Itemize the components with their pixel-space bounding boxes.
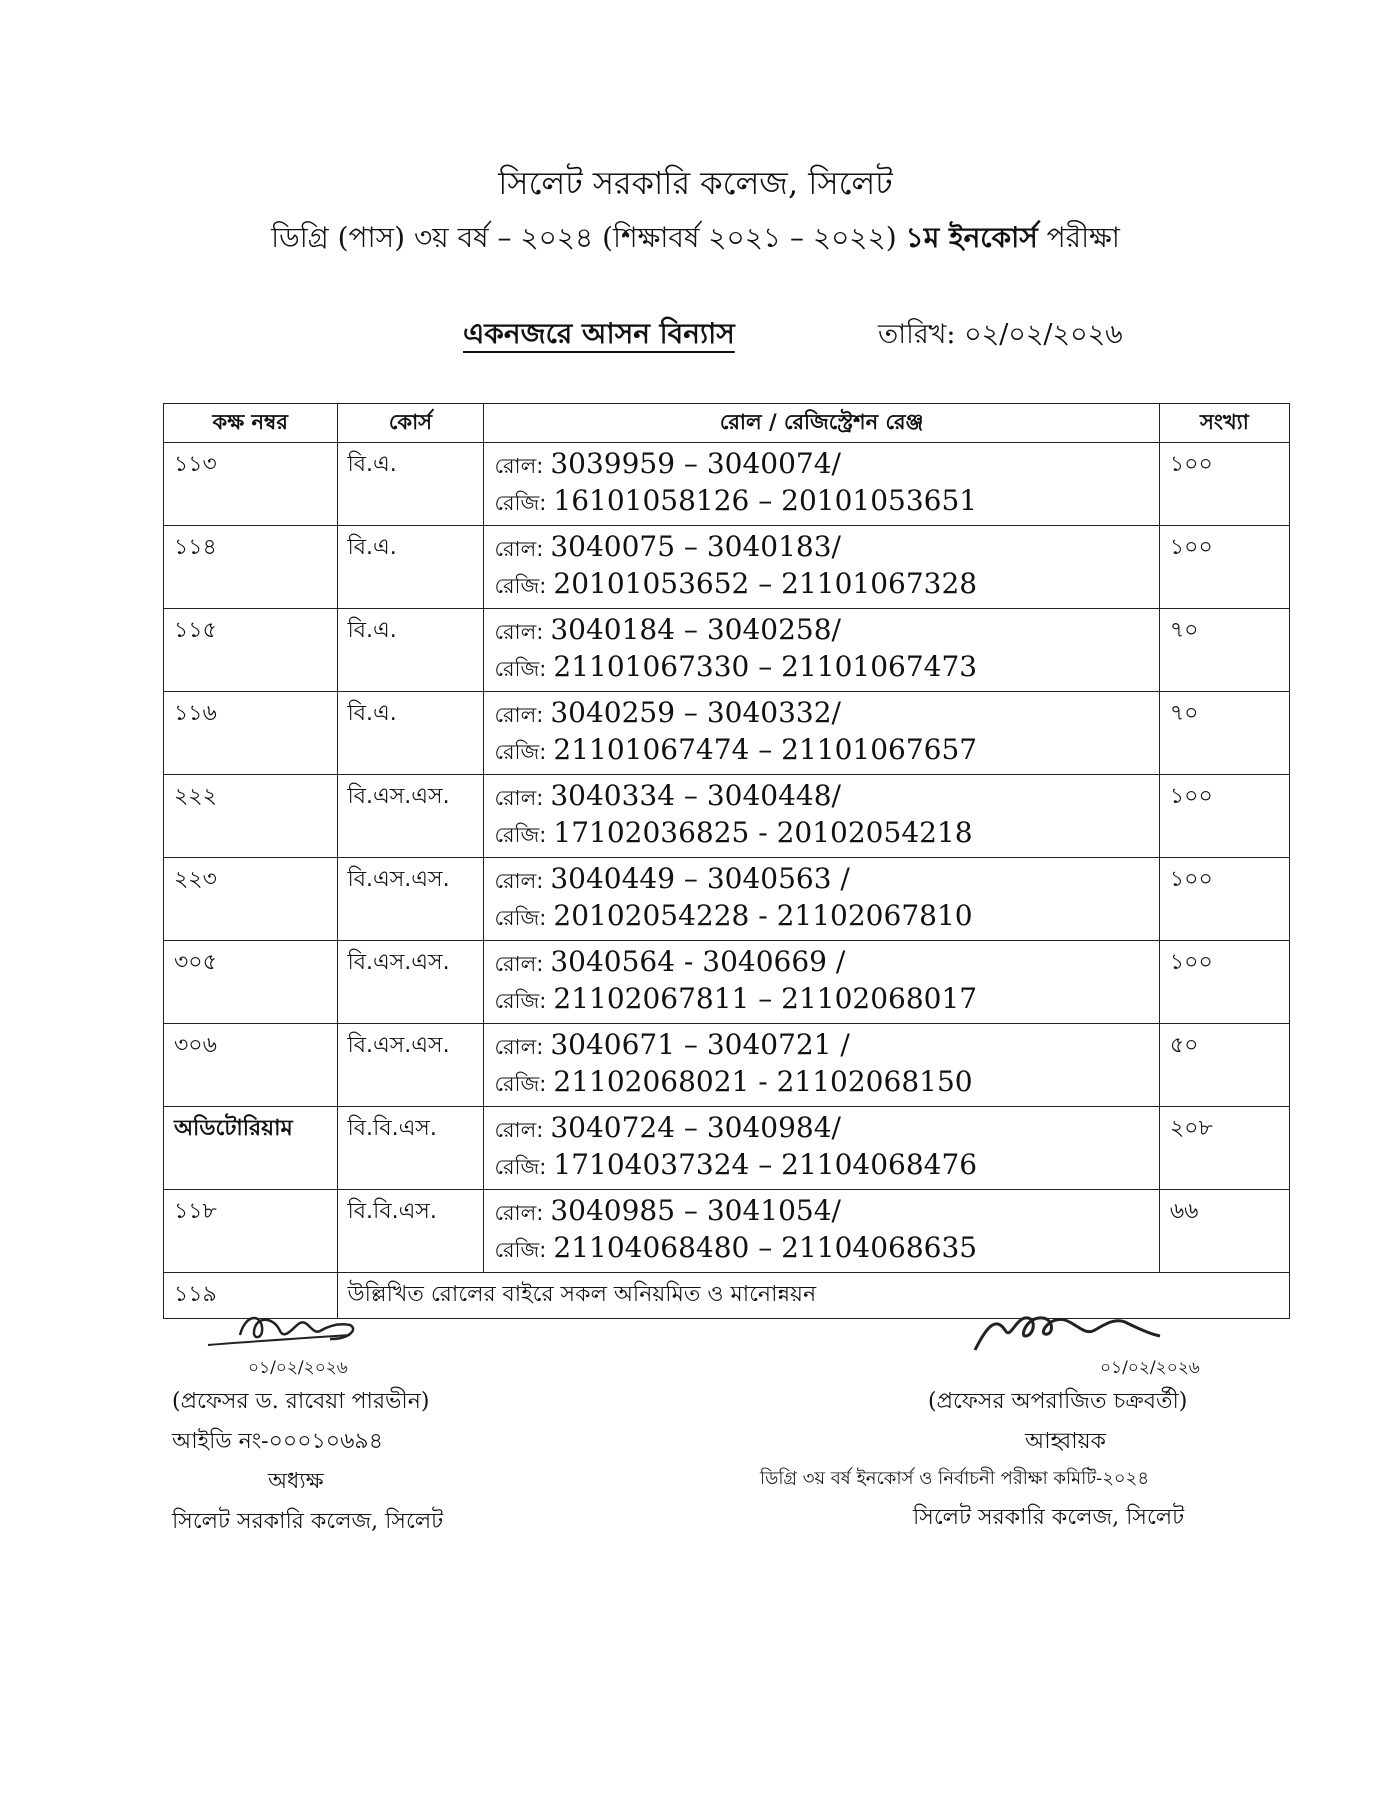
- table-row: [164, 443, 1290, 526]
- reg-range: 21101067330 – 21101067473: [553, 650, 978, 683]
- reg-range: 21102068021 - 21102068150: [553, 1065, 973, 1098]
- range-cell: [484, 1190, 1159, 1273]
- table-row: [164, 1107, 1290, 1190]
- count-cell: ৬৬: [1159, 1190, 1289, 1273]
- count-cell: ১০০: [1159, 941, 1289, 1024]
- count-cell: ১০০: [1159, 443, 1289, 526]
- course-cell: বি.এ.: [337, 692, 484, 775]
- room-cell: ১১৬: [164, 692, 338, 775]
- reg-label: রেজি:: [494, 657, 547, 681]
- college-title: সিলেট সরকারি কলেজ, সিলেট: [498, 164, 893, 202]
- convener-signature: [965, 1300, 1165, 1360]
- roll-label: রোল:: [494, 703, 544, 727]
- count-cell: ১০০: [1159, 775, 1289, 858]
- room-cell: ১১৯: [164, 1273, 338, 1319]
- range-cell: [484, 1107, 1159, 1190]
- reg-label: রেজি:: [494, 1072, 547, 1096]
- room-cell: ২২৩: [164, 858, 338, 941]
- count-cell: ২০৮: [1159, 1107, 1289, 1190]
- table-row: [164, 609, 1290, 692]
- roll-range: 3040449 – 3040563 /: [550, 862, 850, 895]
- roll-range: 3039959 – 3040074/: [550, 447, 841, 480]
- reg-label: রেজি:: [494, 906, 547, 930]
- reg-range: 17102036825 - 20102054218: [553, 816, 973, 849]
- roll-label: রোল:: [494, 1118, 544, 1142]
- header-course: কোর্স: [337, 404, 484, 443]
- count-cell: ১০০: [1159, 858, 1289, 941]
- roll-label: রোল:: [494, 1201, 544, 1225]
- roll-range: 3040259 – 3040332/: [550, 696, 841, 729]
- range-cell: [484, 692, 1159, 775]
- course-cell: বি.বি.এস.: [337, 1190, 484, 1273]
- range-cell: [484, 526, 1159, 609]
- reg-label: রেজি:: [494, 740, 547, 764]
- roll-range: 3040724 – 3040984/: [550, 1111, 841, 1144]
- range-cell: [484, 858, 1159, 941]
- reg-range: 20101053652 – 21101067328: [553, 567, 978, 600]
- exam-title-prefix: ডিগ্রি (পাস) ৩য় বর্ষ – ২০২৪ (শিক্ষাবর্ষ ২০২১ – ২০২২): [271, 221, 897, 254]
- room-cell: অডিটোরিয়াম: [164, 1107, 338, 1190]
- left-sig-name: (প্রফেসর ড. রাবেয়া পারভীন): [172, 1389, 430, 1414]
- table-row: [164, 941, 1290, 1024]
- right-sig-org: সিলেট সরকারি কলেজ, সিলেট: [913, 1505, 1185, 1530]
- reg-label: রেজি:: [494, 1155, 547, 1179]
- reg-range: 21101067474 – 21101067657: [553, 733, 978, 766]
- left-sig-org: সিলেট সরকারি কলেজ, সিলেট: [172, 1509, 444, 1534]
- reg-range: 21104068480 – 21104068635: [553, 1231, 978, 1264]
- roll-label: রোল:: [494, 869, 544, 893]
- range-cell: [484, 941, 1159, 1024]
- note-cell: উল্লিখিত রোলের বাইরে সকল অনিয়মিত ও মানোন্নয়ন: [337, 1273, 1290, 1319]
- roll-range: 3040564 - 3040669 /: [550, 945, 846, 978]
- left-sig-date: ০১/০২/২০২৬: [248, 1358, 348, 1378]
- date-line: [878, 314, 1123, 359]
- date-value: ০২/০২/২০২৬: [964, 319, 1123, 350]
- table-row: [164, 692, 1290, 775]
- seat-plan-table: [163, 403, 1290, 1319]
- reg-label: রেজি:: [494, 574, 547, 598]
- right-sig-title: আহ্বায়ক: [1025, 1429, 1106, 1454]
- roll-range: 3040184 – 3040258/: [550, 613, 841, 646]
- roll-label: রোল:: [494, 786, 544, 810]
- course-cell: বি.বি.এস.: [337, 1107, 484, 1190]
- room-cell: ১১৮: [164, 1190, 338, 1273]
- left-sig-id: আইডি নং-০০০১০৬৯৪: [172, 1429, 383, 1454]
- roll-range: 3040985 – 3041054/: [550, 1194, 841, 1227]
- count-cell: ৭০: [1159, 692, 1289, 775]
- exam-title-suffix: পরীক্ষা: [1046, 221, 1120, 254]
- range-cell: [484, 775, 1159, 858]
- exam-title: [0, 216, 1391, 263]
- range-cell: [484, 1024, 1159, 1107]
- roll-label: রোল:: [494, 454, 544, 478]
- reg-range: 21102067811 – 21102068017: [553, 982, 978, 1015]
- course-cell: বি.এস.এস.: [337, 775, 484, 858]
- table-row: [164, 526, 1290, 609]
- roll-range: 3040334 – 3040448/: [550, 779, 841, 812]
- date-label: তারিখ:: [878, 319, 956, 350]
- left-sig-title: অধ্যক্ষ: [268, 1469, 324, 1494]
- roll-range: 3040671 – 3040721 /: [550, 1028, 850, 1061]
- table-row: [164, 1024, 1290, 1107]
- reg-label: রেজি:: [494, 491, 547, 515]
- roll-label: রোল:: [494, 952, 544, 976]
- roll-label: রোল:: [494, 1035, 544, 1059]
- room-cell: ১১৪: [164, 526, 338, 609]
- count-cell: ১০০: [1159, 526, 1289, 609]
- course-cell: বি.এ.: [337, 526, 484, 609]
- course-cell: বি.এস.এস.: [337, 1024, 484, 1107]
- room-cell: ১১৩: [164, 443, 338, 526]
- reg-label: রেজি:: [494, 823, 547, 847]
- course-cell: বি.এস.এস.: [337, 858, 484, 941]
- right-sig-committee: ডিগ্রি ৩য় বর্ষ ইনকোর্স ও নির্বাচনী পরীক্ষা কমিটি-২০২৪: [760, 1468, 1149, 1489]
- reg-label: রেজি:: [494, 989, 547, 1013]
- count-cell: ৫০: [1159, 1024, 1289, 1107]
- reg-range: 16101058126 – 20101053651: [553, 484, 978, 517]
- course-cell: বি.এ.: [337, 443, 484, 526]
- roll-label: রোল:: [494, 537, 544, 561]
- room-cell: ২২২: [164, 775, 338, 858]
- course-cell: বি.এ.: [337, 609, 484, 692]
- room-cell: ১১৫: [164, 609, 338, 692]
- table-row: [164, 1190, 1290, 1273]
- table-header-row: [164, 404, 1290, 443]
- course-cell: বি.এস.এস.: [337, 941, 484, 1024]
- range-cell: [484, 443, 1159, 526]
- table-row: [164, 775, 1290, 858]
- right-sig-name: (প্রফেসর অপরাজিত চক্রবর্তী): [928, 1389, 1188, 1414]
- reg-range: 20102054228 - 21102067810: [553, 899, 973, 932]
- count-cell: ৭০: [1159, 609, 1289, 692]
- header-room: কক্ষ নম্বর: [164, 404, 338, 443]
- room-cell: ৩০৬: [164, 1024, 338, 1107]
- range-cell: [484, 609, 1159, 692]
- reg-label: রেজি:: [494, 1238, 547, 1262]
- roll-range: 3040075 – 3040183/: [550, 530, 841, 563]
- seat-plan-subtitle: একনজরে আসন বিন্যাস: [463, 317, 735, 350]
- roll-label: রোল:: [494, 620, 544, 644]
- table-body: [164, 443, 1290, 1319]
- reg-range: 17104037324 – 21104068476: [553, 1148, 978, 1181]
- header-range: রোল / রেজিস্ট্রেশন রেঞ্জ: [484, 404, 1159, 443]
- right-sig-date: ০১/০২/২০২৬: [1100, 1358, 1200, 1378]
- principal-signature: [200, 1305, 360, 1355]
- exam-title-bold: ১ম ইনকোর্স: [905, 221, 1038, 254]
- room-cell: ৩০৫: [164, 941, 338, 1024]
- table-row: [164, 858, 1290, 941]
- header-count: সংখ্যা: [1159, 404, 1289, 443]
